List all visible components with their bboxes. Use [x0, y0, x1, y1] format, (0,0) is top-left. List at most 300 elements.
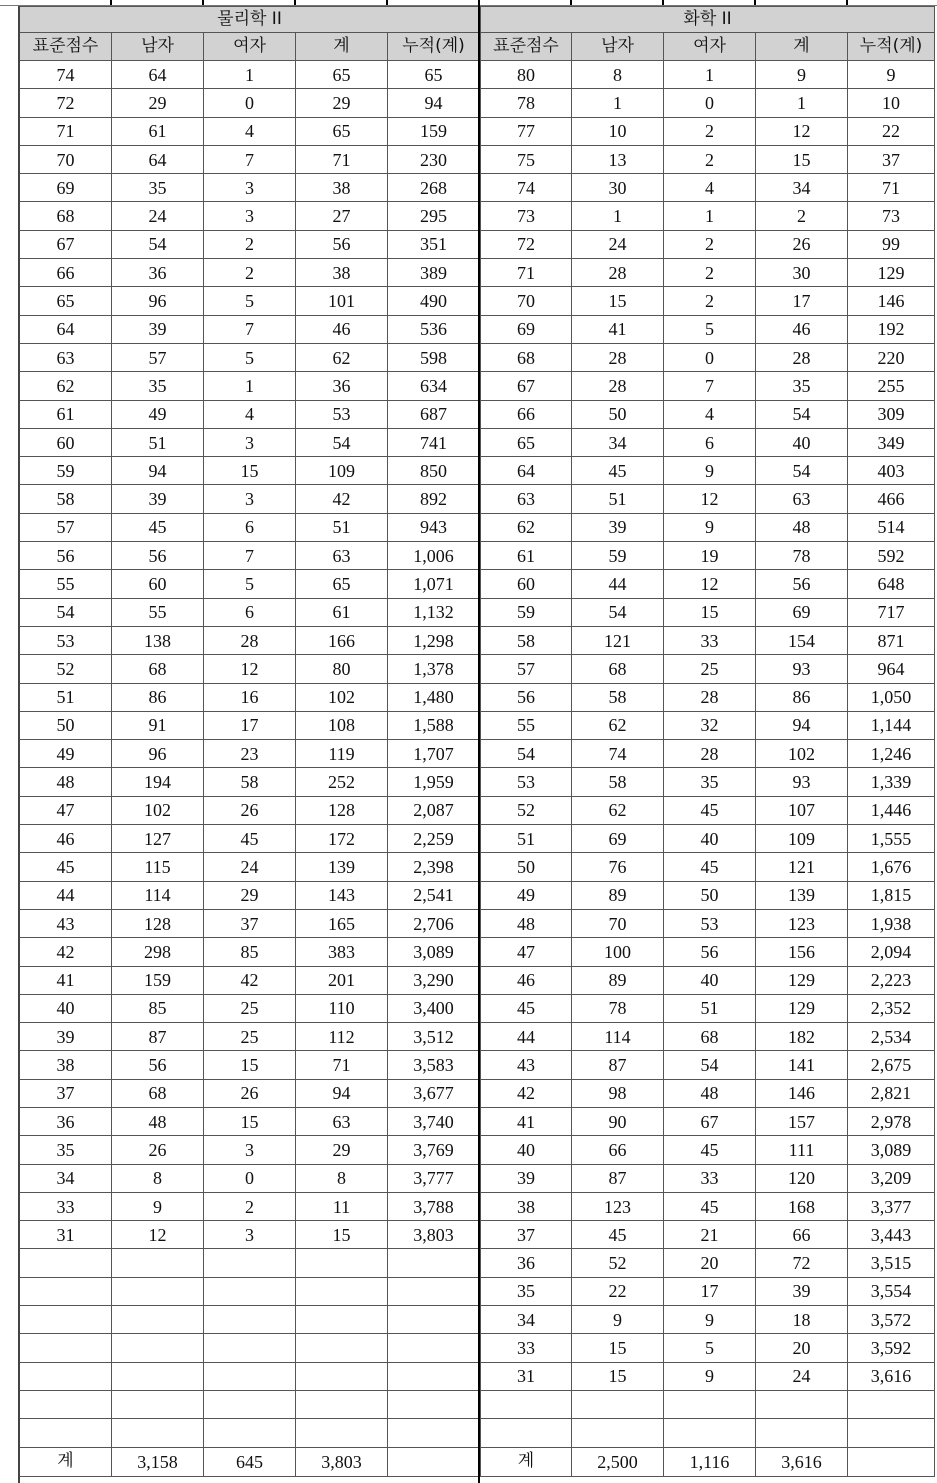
- table-row: [20, 1249, 480, 1277]
- table-cell: 220: [848, 343, 935, 371]
- table-row: [481, 428, 935, 456]
- table-cell: 5: [664, 315, 756, 343]
- table-cell: 78: [756, 542, 848, 570]
- table-cell: 45: [481, 994, 572, 1022]
- table-cell: 156: [756, 938, 848, 966]
- table-cell: 46: [481, 966, 572, 994]
- table-cell: 15: [572, 1334, 664, 1362]
- table-row: [481, 626, 935, 654]
- table-cell: 100: [572, 938, 664, 966]
- table-cell: 871: [848, 626, 935, 654]
- table-row: [481, 1334, 935, 1362]
- table-cell: 29: [112, 89, 204, 117]
- table-cell: 48: [112, 1107, 204, 1135]
- table-cell: 15: [572, 287, 664, 315]
- table-cell: 17: [756, 287, 848, 315]
- table-cell: 46: [20, 825, 112, 853]
- table-cell: 39: [572, 513, 664, 541]
- table-cell: 39: [112, 315, 204, 343]
- table-cell: 12: [664, 570, 756, 598]
- table-cell: 35: [756, 372, 848, 400]
- table-cell: 42: [481, 1079, 572, 1107]
- table-cell: 54: [112, 230, 204, 258]
- table-cell: 69: [756, 598, 848, 626]
- table-row: [481, 711, 935, 739]
- table-cell: 107: [756, 796, 848, 824]
- table-cell: 66: [756, 1221, 848, 1249]
- table-cell: 114: [112, 881, 204, 909]
- table-cell: 29: [296, 89, 388, 117]
- table-row: [481, 1306, 935, 1334]
- table-cell: 59: [481, 598, 572, 626]
- table-cell: 121: [572, 626, 664, 654]
- table-cell: 1,298: [388, 626, 480, 654]
- table-cell: 87: [572, 1051, 664, 1079]
- table-cell: 9: [664, 1306, 756, 1334]
- table-cell: 42: [296, 485, 388, 513]
- table-cell: 25: [664, 655, 756, 683]
- table-cell: 40: [664, 825, 756, 853]
- table-cell: 598: [388, 343, 480, 371]
- table-row: [20, 655, 480, 683]
- table-cell: 50: [20, 711, 112, 739]
- table-row: [20, 145, 480, 173]
- table-cell: 94: [756, 711, 848, 739]
- table-row: [481, 1192, 935, 1220]
- table-cell: 19: [664, 542, 756, 570]
- table-cell: 3: [204, 1221, 296, 1249]
- column-header: 여자: [204, 33, 296, 61]
- table-row: [481, 1277, 935, 1305]
- table-cell: [20, 1249, 112, 1277]
- table-cell: 159: [388, 117, 480, 145]
- table-cell: 15: [572, 1362, 664, 1390]
- table-cell: 59: [20, 457, 112, 485]
- table-cell: 37: [481, 1221, 572, 1249]
- column-header: 남자: [112, 33, 204, 61]
- table-row: [20, 1306, 480, 1334]
- table-cell: 592: [848, 542, 935, 570]
- table-cell: 15: [204, 457, 296, 485]
- table-cell: 87: [112, 1023, 204, 1051]
- table-cell: 3,777: [388, 1164, 480, 1192]
- table-cell: 309: [848, 400, 935, 428]
- table-cell: 129: [848, 259, 935, 287]
- table-row: [481, 938, 935, 966]
- table-cell: 12: [204, 655, 296, 683]
- table-cell: [20, 1390, 112, 1418]
- table-cell: 66: [572, 1136, 664, 1164]
- table-cell: 35: [112, 174, 204, 202]
- table-cell: [204, 1419, 296, 1447]
- table-cell: [204, 1277, 296, 1305]
- table-cell: 46: [756, 315, 848, 343]
- table-cell: 383: [296, 938, 388, 966]
- table-row: [20, 1390, 480, 1418]
- table-cell: 4: [204, 400, 296, 428]
- total-cell: 1,116: [664, 1447, 756, 1476]
- table-cell: 65: [296, 570, 388, 598]
- table-row: [481, 1221, 935, 1249]
- table-cell: [756, 1390, 848, 1418]
- table-cell: 56: [756, 570, 848, 598]
- table-cell: 139: [756, 881, 848, 909]
- table-cell: [20, 1334, 112, 1362]
- table-cell: 39: [756, 1277, 848, 1305]
- table-cell: 74: [20, 61, 112, 89]
- table-cell: 2,534: [848, 1023, 935, 1051]
- table-cell: 64: [20, 315, 112, 343]
- table-cell: 3,089: [848, 1136, 935, 1164]
- table-cell: 58: [481, 626, 572, 654]
- table-cell: 119: [296, 740, 388, 768]
- table-cell: 54: [296, 428, 388, 456]
- table-cell: 45: [572, 1221, 664, 1249]
- total-row: [481, 1447, 935, 1476]
- table-row: [20, 909, 480, 937]
- table-row: [20, 174, 480, 202]
- table-cell: [112, 1362, 204, 1390]
- table-cell: 43: [20, 909, 112, 937]
- table-cell: 34: [481, 1306, 572, 1334]
- table-cell: 74: [572, 740, 664, 768]
- table-cell: 403: [848, 457, 935, 485]
- table-cell: 146: [756, 1079, 848, 1107]
- table-row: [20, 202, 480, 230]
- table-row: [481, 1079, 935, 1107]
- table-cell: 9: [572, 1306, 664, 1334]
- table-cell: 9: [112, 1192, 204, 1220]
- table-cell: 648: [848, 570, 935, 598]
- physics-2-table: [19, 6, 480, 1477]
- table-row: [481, 542, 935, 570]
- table-cell: 44: [572, 570, 664, 598]
- table-cell: 2: [664, 117, 756, 145]
- table-cell: [296, 1362, 388, 1390]
- table-cell: 26: [112, 1136, 204, 1164]
- table-cell: 51: [112, 428, 204, 456]
- table-cell: 143: [296, 881, 388, 909]
- table-cell: 141: [756, 1051, 848, 1079]
- table-cell: 2,398: [388, 853, 480, 881]
- table-cell: 38: [296, 174, 388, 202]
- table-cell: 36: [296, 372, 388, 400]
- table-cell: 3,515: [848, 1249, 935, 1277]
- table-cell: 26: [756, 230, 848, 258]
- table-cell: 47: [20, 796, 112, 824]
- table-cell: 68: [20, 202, 112, 230]
- table-cell: 1,707: [388, 740, 480, 768]
- table-row: [20, 542, 480, 570]
- table-cell: 45: [664, 796, 756, 824]
- table-cell: 295: [388, 202, 480, 230]
- table-row: [481, 315, 935, 343]
- table-row: [481, 1023, 935, 1051]
- table-cell: 56: [664, 938, 756, 966]
- table-cell: 28: [572, 343, 664, 371]
- table-cell: 62: [20, 372, 112, 400]
- table-cell: 17: [204, 711, 296, 739]
- table-cell: 741: [388, 428, 480, 456]
- table-cell: 54: [572, 598, 664, 626]
- table-cell: 35: [112, 372, 204, 400]
- table-cell: 5: [204, 287, 296, 315]
- table-cell: 146: [848, 287, 935, 315]
- table-cell: 1,555: [848, 825, 935, 853]
- table-cell: 28: [572, 259, 664, 287]
- table-cell: 67: [664, 1107, 756, 1135]
- table-cell: 71: [20, 117, 112, 145]
- table-cell: 111: [756, 1136, 848, 1164]
- table-row: [20, 570, 480, 598]
- table-cell: 3: [204, 485, 296, 513]
- table-cell: 2,352: [848, 994, 935, 1022]
- table-row: [481, 740, 935, 768]
- table-cell: 50: [572, 400, 664, 428]
- table-row: [481, 343, 935, 371]
- table-row: [481, 655, 935, 683]
- table-cell: 7: [204, 542, 296, 570]
- table-cell: 65: [388, 61, 480, 89]
- table-cell: 37: [848, 145, 935, 173]
- table-cell: 22: [848, 117, 935, 145]
- table-cell: 9: [848, 61, 935, 89]
- table-cell: 51: [664, 994, 756, 1022]
- table-cell: 33: [20, 1192, 112, 1220]
- table-cell: 61: [481, 542, 572, 570]
- table-cell: 38: [20, 1051, 112, 1079]
- table-cell: 80: [296, 655, 388, 683]
- table-cell: 61: [20, 400, 112, 428]
- table-cell: 123: [572, 1192, 664, 1220]
- table-cell: 61: [112, 117, 204, 145]
- table-cell: [848, 1390, 935, 1418]
- table-row: [20, 1419, 480, 1447]
- table-row: [20, 513, 480, 541]
- table-row: [481, 909, 935, 937]
- table-cell: 3,769: [388, 1136, 480, 1164]
- table-cell: 6: [664, 428, 756, 456]
- table-cell: 71: [296, 1051, 388, 1079]
- table-cell: 89: [572, 966, 664, 994]
- table-cell: 60: [112, 570, 204, 598]
- table-cell: 69: [572, 825, 664, 853]
- table-cell: 33: [481, 1334, 572, 1362]
- table-cell: 108: [296, 711, 388, 739]
- table-row: [481, 174, 935, 202]
- table-cell: 30: [756, 259, 848, 287]
- table-cell: 0: [204, 89, 296, 117]
- table-cell: 3,443: [848, 1221, 935, 1249]
- table-cell: 2: [756, 202, 848, 230]
- table-cell: [204, 1249, 296, 1277]
- table-cell: 45: [664, 1192, 756, 1220]
- table-cell: 10: [848, 89, 935, 117]
- table-cell: 389: [388, 259, 480, 287]
- table-row: [481, 1051, 935, 1079]
- table-cell: 86: [756, 683, 848, 711]
- table-cell: [112, 1390, 204, 1418]
- table-cell: 54: [756, 400, 848, 428]
- table-cell: 28: [664, 740, 756, 768]
- table-cell: 129: [756, 966, 848, 994]
- table-cell: 63: [481, 485, 572, 513]
- table-cell: 36: [112, 259, 204, 287]
- table-cell: 17: [664, 1277, 756, 1305]
- table-cell: 351: [388, 230, 480, 258]
- table-row: [20, 853, 480, 881]
- table-cell: 24: [756, 1362, 848, 1390]
- table-cell: 86: [112, 683, 204, 711]
- table-cell: 35: [20, 1136, 112, 1164]
- table-cell: 32: [664, 711, 756, 739]
- table-row: [20, 1164, 480, 1192]
- table-cell: 892: [388, 485, 480, 513]
- table-cell: 68: [112, 1079, 204, 1107]
- table-cell: 943: [388, 513, 480, 541]
- table-cell: 1: [204, 61, 296, 89]
- column-header: 누적(계): [848, 33, 935, 61]
- table-row: [481, 400, 935, 428]
- table-cell: 41: [20, 966, 112, 994]
- table-row: [481, 145, 935, 173]
- table-cell: 3: [204, 428, 296, 456]
- table-cell: 58: [572, 683, 664, 711]
- table-cell: 63: [296, 542, 388, 570]
- table-cell: [204, 1306, 296, 1334]
- table-cell: 56: [20, 542, 112, 570]
- table-cell: [388, 1249, 480, 1277]
- table-cell: 4: [664, 174, 756, 202]
- table-cell: 3,089: [388, 938, 480, 966]
- table-row: [20, 1107, 480, 1135]
- table-cell: 28: [572, 372, 664, 400]
- table-cell: 80: [481, 61, 572, 89]
- table-cell: 2: [664, 259, 756, 287]
- table-cell: 75: [481, 145, 572, 173]
- table-cell: 58: [572, 768, 664, 796]
- total-cell: [848, 1447, 935, 1476]
- table-cell: 35: [664, 768, 756, 796]
- table-cell: 2,541: [388, 881, 480, 909]
- table-cell: 48: [481, 909, 572, 937]
- total-row: [20, 1447, 480, 1476]
- table-cell: 73: [848, 202, 935, 230]
- table-cell: 0: [664, 89, 756, 117]
- table-cell: 56: [296, 230, 388, 258]
- table-cell: 3,572: [848, 1306, 935, 1334]
- table-cell: 252: [296, 768, 388, 796]
- table-cell: 98: [572, 1079, 664, 1107]
- table-cell: 24: [112, 202, 204, 230]
- table-cell: 127: [112, 825, 204, 853]
- table-cell: 33: [664, 626, 756, 654]
- table-cell: 114: [572, 1023, 664, 1051]
- table-cell: 72: [20, 89, 112, 117]
- table-cell: 687: [388, 400, 480, 428]
- table-cell: 1,676: [848, 853, 935, 881]
- table-cell: 77: [481, 117, 572, 145]
- table-cell: 8: [112, 1164, 204, 1192]
- table-cell: 49: [112, 400, 204, 428]
- table-cell: 490: [388, 287, 480, 315]
- table-cell: 15: [204, 1051, 296, 1079]
- table-cell: 69: [20, 174, 112, 202]
- chemistry-2-table: [480, 6, 935, 1477]
- table-cell: 94: [296, 1079, 388, 1107]
- table-row: [20, 626, 480, 654]
- table-cell: 514: [848, 513, 935, 541]
- table-cell: 66: [481, 400, 572, 428]
- table-cell: 255: [848, 372, 935, 400]
- table-row: [20, 1051, 480, 1079]
- table-cell: 109: [296, 457, 388, 485]
- table-row: [481, 61, 935, 89]
- table-cell: 7: [664, 372, 756, 400]
- table-cell: 28: [756, 343, 848, 371]
- table-cell: 29: [204, 881, 296, 909]
- table-cell: 52: [572, 1249, 664, 1277]
- table-cell: 101: [296, 287, 388, 315]
- table-cell: [481, 1419, 572, 1447]
- table-row: [20, 457, 480, 485]
- table-cell: 138: [112, 626, 204, 654]
- table-cell: 56: [112, 1051, 204, 1079]
- table-row: [20, 230, 480, 258]
- table-row: [481, 89, 935, 117]
- table-cell: 0: [204, 1164, 296, 1192]
- table-cell: 964: [848, 655, 935, 683]
- table-cell: 3,512: [388, 1023, 480, 1051]
- table-cell: 2,978: [848, 1107, 935, 1135]
- table-row: [20, 400, 480, 428]
- table-cell: 56: [481, 683, 572, 711]
- column-header: 계: [296, 33, 388, 61]
- table-cell: 49: [481, 881, 572, 909]
- table-cell: 2: [204, 1192, 296, 1220]
- table-cell: 3,740: [388, 1107, 480, 1135]
- table-cell: 15: [204, 1107, 296, 1135]
- table-cell: 44: [481, 1023, 572, 1051]
- table-cell: 35: [481, 1277, 572, 1305]
- table-cell: [756, 1419, 848, 1447]
- table-cell: 9: [664, 1362, 756, 1390]
- table-row: [20, 1192, 480, 1220]
- table-cell: 3: [204, 1136, 296, 1164]
- table-row: [20, 1221, 480, 1249]
- table-cell: 94: [112, 457, 204, 485]
- table-cell: 78: [481, 89, 572, 117]
- table-cell: 45: [112, 513, 204, 541]
- physics-2-title: 물리학 II: [20, 7, 480, 33]
- column-header: 표준점수: [481, 33, 572, 61]
- table-cell: 8: [572, 61, 664, 89]
- table-cell: [664, 1419, 756, 1447]
- table-cell: 159: [112, 966, 204, 994]
- table-row: [20, 825, 480, 853]
- table-row: [20, 428, 480, 456]
- table-row: [20, 485, 480, 513]
- table-cell: 48: [20, 768, 112, 796]
- table-cell: 63: [756, 485, 848, 513]
- table-cell: [204, 1390, 296, 1418]
- table-cell: 165: [296, 909, 388, 937]
- table-cell: 25: [204, 1023, 296, 1051]
- table-cell: 466: [848, 485, 935, 513]
- table-cell: 1,144: [848, 711, 935, 739]
- table-row: [481, 117, 935, 145]
- table-cell: [204, 1334, 296, 1362]
